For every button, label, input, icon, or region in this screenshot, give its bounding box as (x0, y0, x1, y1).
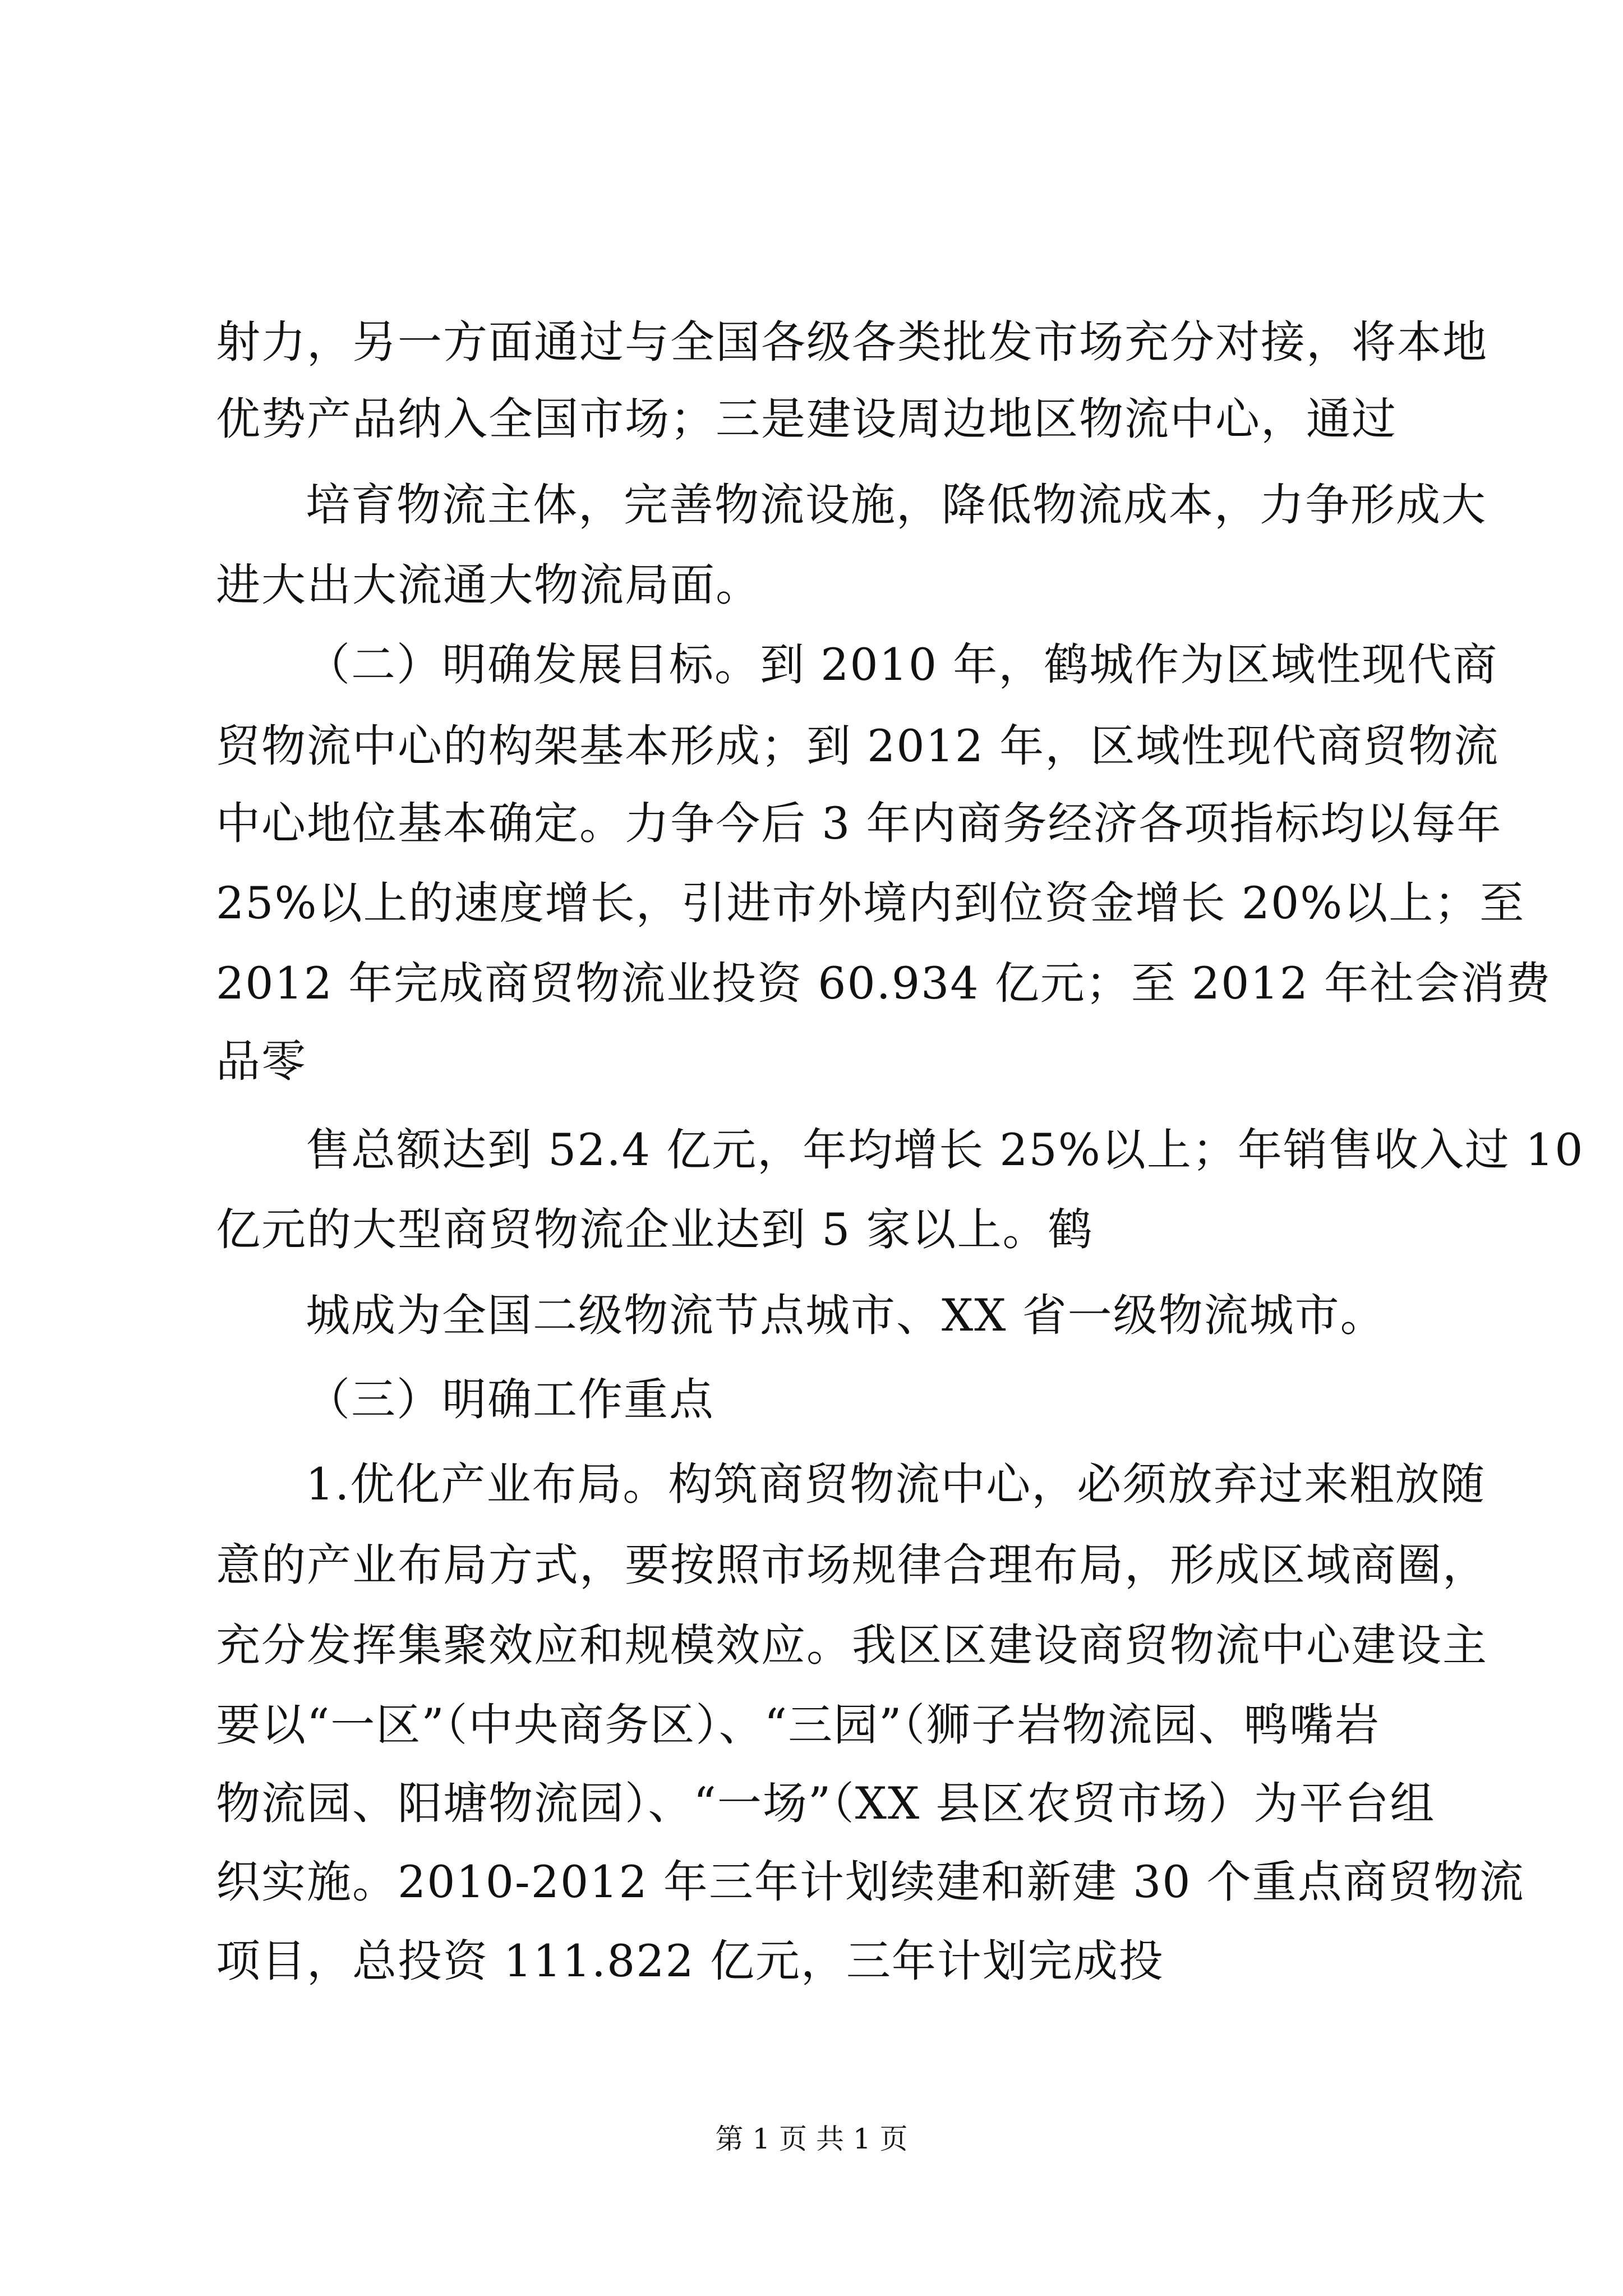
text-line-3: 培育物流主体，完善物流设施，降低物流成本，力争形成大 (306, 479, 1487, 531)
text-line-9: 2012 年完成商贸物流业投资 60.934 亿元；至 2012 年社会消费 (216, 958, 1552, 1009)
text-line-20: 织实施。2010-2012 年三年计划续建和新建 30 个重点商贸物流 (216, 1856, 1525, 1908)
text-line-14: （三）明确工作重点 (306, 1374, 714, 1425)
text-line-21: 项目，总投资 111.822 亿元，三年计划完成投 (216, 1935, 1164, 1987)
text-line-12: 亿元的大型商贸物流企业达到 5 家以上。鹤 (216, 1204, 1094, 1255)
page-number-footer: 第 1 页 共 1 页 (715, 2123, 908, 2155)
text-line-6: 贸物流中心的构架基本形成；到 2012 年，区域性现代商贸物流 (216, 720, 1500, 772)
text-line-16: 意的产业布局方式，要按照市场规律合理布局，形成区域商圈， (216, 1539, 1488, 1591)
text-line-1: 射力，另一方面通过与全国各级各类批发市场充分对接，将本地 (216, 316, 1488, 368)
text-line-8: 25%以上的速度增长，引进市外境内到位资金增长 20%以上；至 (216, 877, 1525, 929)
text-line-5: （二）明确发展目标。到 2010 年，鹤城作为区域性现代商 (306, 639, 1498, 691)
text-line-11: 售总额达到 52.4 亿元，年均增长 25%以上；年销售收入过 10 (306, 1124, 1584, 1176)
text-line-2: 优势产品纳入全国市场；三是建设周边地区物流中心，通过 (216, 393, 1397, 445)
text-line-17: 充分发挥集聚效应和规模效应。我区区建设商贸物流中心建设主 (216, 1619, 1488, 1671)
text-line-4: 进大出大流通大物流局面。 (216, 559, 761, 611)
text-line-15: 1.优化产业布局。构筑商贸物流中心，必须放弃过来粗放随 (306, 1458, 1486, 1510)
text-line-18: 要以“一区”（中央商务区）、“三园”（狮子岩物流园、鸭嘴岩 (216, 1699, 1381, 1751)
text-line-7: 中心地位基本确定。力争今后 3 年内商务经济各项指标均以每年 (216, 798, 1502, 849)
text-line-19: 物流园、阳塘物流园）、“一场”（XX 县区农贸市场）为平台组 (216, 1778, 1436, 1829)
text-line-10: 品零 (216, 1036, 307, 1087)
text-line-13: 城成为全国二级物流节点城市、XX 省一级物流城市。 (306, 1290, 1386, 1341)
